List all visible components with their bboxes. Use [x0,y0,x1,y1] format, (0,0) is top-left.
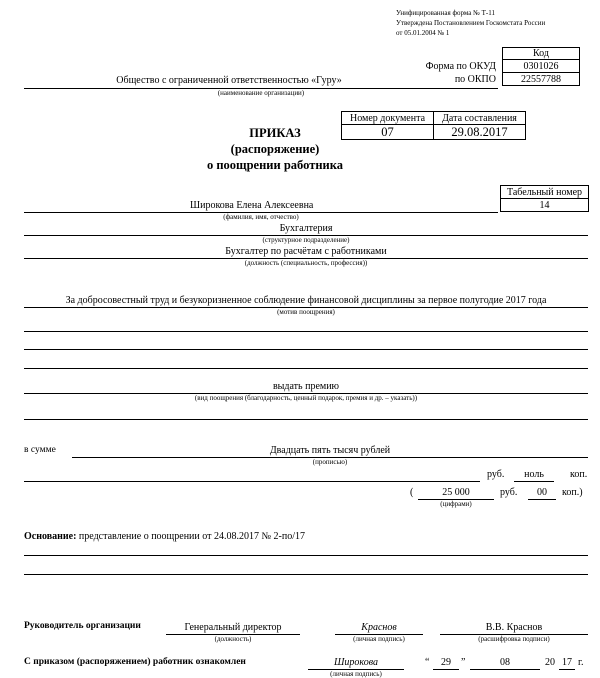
amount-digits-kop-value: 00 [537,487,547,498]
amount-digits-rub-label: руб. [500,487,518,498]
reward-caption: (вид поощрения (благодарность, ценный подарок, премия и др. – указать)) [194,394,418,402]
head-signature-caption: (личная подпись) [353,635,405,643]
department-name: Бухгалтерия [279,223,333,234]
amount-rub-label: руб. [487,469,505,480]
amount-digits-value: 25 000 [442,487,470,498]
organization-caption: (наименование организации) [217,89,305,97]
amount-words-caption: (прописью) [312,458,348,466]
codes-header: Код [502,47,580,60]
basis-row [24,532,305,542]
order-topic: о поощрении работника [206,158,344,172]
ack-signature: Широкова [334,657,378,668]
motive-text: За добросовестный труд и безукоризненное соблюдение финансовой дисциплины за первое полугодие 2017 года [65,295,547,306]
form-approval-line: Утверждена Постановлением Госкомстата России [396,19,546,27]
ack-month-underline [470,669,540,670]
amount-words-continuation-line [24,481,480,482]
doc-date-header: Дата составления [433,111,526,125]
amount-kop-label: коп. [570,469,588,480]
ack-label: С приказом (распоряжением) работник ознакомлен [24,657,246,667]
okud-value: 0301026 [502,59,580,73]
reward-text: выдать премию [272,381,340,392]
amount-words: Двадцать пять тысяч рублей [269,445,391,456]
position-caption: (должность (специальность, профессия)) [244,259,368,267]
ack-day: 29 [441,657,451,668]
ack-month: 08 [500,657,510,668]
amount-digits-caption: (цифрами) [440,500,472,508]
motive-blank-line-1 [24,331,588,332]
organization-name: Общество с ограниченной ответственностью «Гуру» [116,75,342,86]
ack-year-underline [559,669,575,670]
basis-text: представление о поощрении от 24.08.2017 № 2-по/17 [78,531,305,542]
fio-caption: (фамилия, имя, отчество) [223,213,299,221]
ack-year-label: г. [578,657,584,668]
head-position: Генеральный директор [184,622,282,633]
ack-quote-close: ” [461,657,466,668]
position-name: Бухгалтер по расчётам с работниками [225,246,387,257]
amount-kop-words: ноль [524,469,544,480]
tab-number-value: 14 [500,198,589,212]
tab-number-header: Табельный номер [500,185,589,199]
employee-fio: Широкова Елена Алексеевна [190,200,314,211]
order-subtitle: (распоряжение) [230,142,320,156]
form-approval-date-line: от 05.01.2004 № 1 [396,29,450,37]
order-title: ПРИКАЗ [249,126,301,140]
basis-blank-line-1 [24,555,588,556]
department-caption: (структурное подразделение) [262,236,350,244]
amount-digits-kop-label: коп.) [562,487,583,498]
ack-year-suffix: 17 [562,657,572,668]
okpo-value: 22557788 [502,72,580,86]
amount-digits-kop-underline [528,499,556,500]
motive-blank-line-2 [24,349,588,350]
head-label: Руководитель организации [24,621,141,631]
reward-blank-line [24,419,588,420]
form-number-line: Унифицированная форма № Т-11 [396,9,495,17]
motive-caption: (мотив поощрения) [277,308,335,316]
doc-number-header: Номер документа [341,111,434,125]
doc-number-value: 07 [341,124,434,140]
head-position-caption: (должность) [214,635,252,643]
ack-day-underline [433,669,459,670]
head-signature: Краснов [361,622,397,633]
basis-label: Основание: [24,531,77,542]
basis-blank-line-2 [24,574,588,575]
amount-kop-words-underline [514,481,554,482]
head-name-caption: (расшифровка подписи) [478,635,550,643]
okud-label: Форма по ОКУД [425,61,496,72]
amount-digits-open-paren: ( [410,487,414,498]
ack-year-prefix: 20 [545,657,555,668]
ack-signature-caption: (личная подпись) [330,670,382,678]
motive-blank-line-3 [24,368,588,369]
doc-date-value: 29.08.2017 [433,124,526,140]
head-name: В.В. Краснов [485,622,543,633]
ack-quote-open: “ [425,657,430,668]
okpo-label: по ОКПО [454,74,496,85]
amount-label: в сумме [24,445,56,455]
